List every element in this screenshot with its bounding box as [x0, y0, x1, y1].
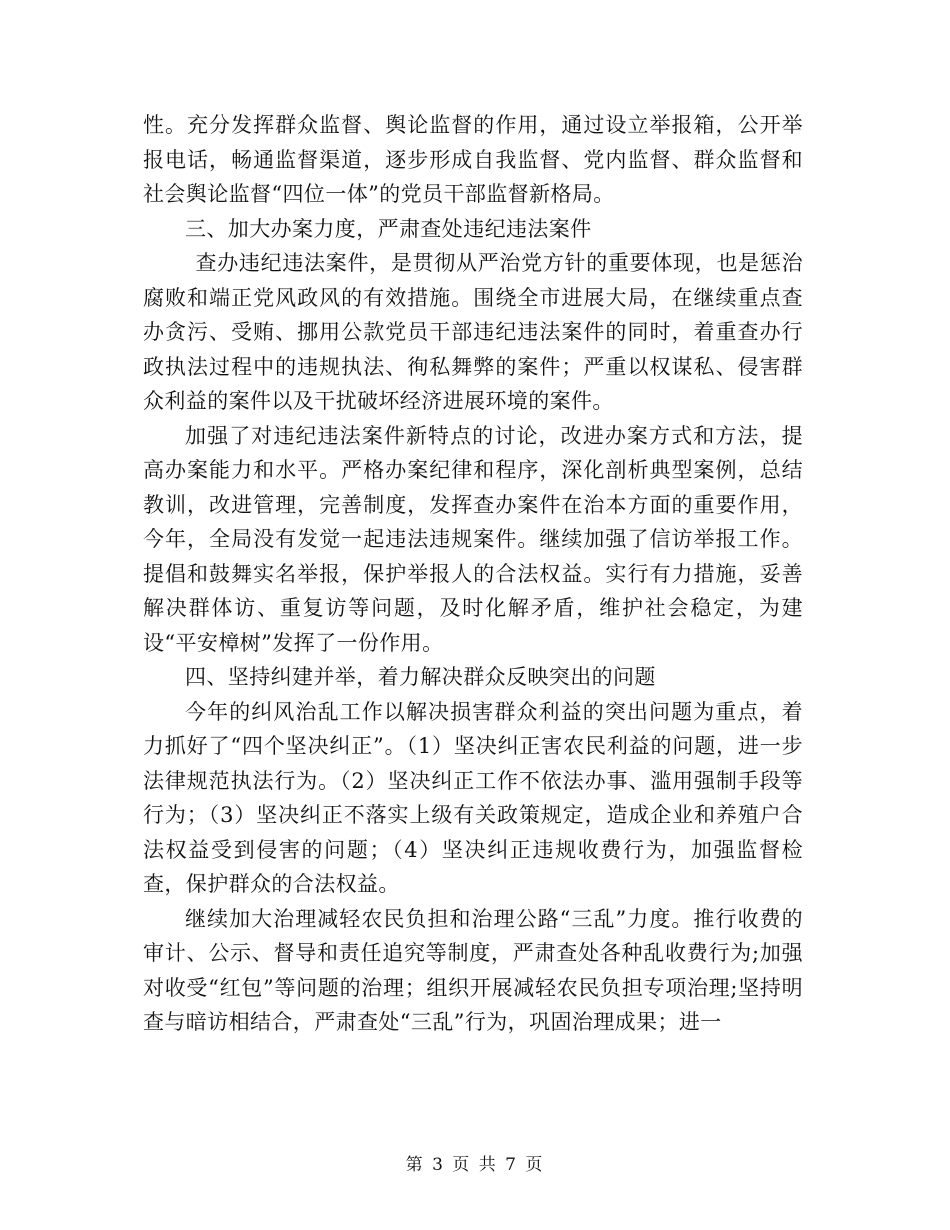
paragraph-case-handling: 查办违纪违法案件，是贯彻从严治党方针的重要体现，也是惩治腐败和端正党风政风的有效措施。围绕全市进展大局，在继续重点查办贪污、受贿、挪用公款党员干部违纪违法案件的同时，着重查办行政执法过程中的违规执法、徇私舞弊的案件；严重以权谋私、侵害群众利益的案件以及干扰破坏经济进展环境的案件。 [143, 251, 803, 413]
paragraph-case-research: 加强了对违纪违法案件新特点的讨论，改进办案方式和方法，提高办案能力和水平。严格办案纪律和程序，深化剖析典型案例，总结教训，改进管理，完善制度，发挥查办案件在治本方面的重要作用，今年，全局没有发觉一起违法违规案件。继续加强了信访举报工作。提倡和鼓舞实名举报，保护举报人的合法权益。实行有力措施，妥善解决群体访、重复访等问题，及时化解矛盾，维护社会稳定，为建设“平安樟树”发挥了一份作用。 [143, 423, 803, 655]
document-body [143, 108, 803, 1040]
section-heading-4: 四、坚持纠建并举，着力解决群众反映突出的问题 [185, 665, 656, 689]
page-number-footer: 第 3 页 共 7 页 [405, 1155, 545, 1175]
paragraph-farmer-burden: 继续加大治理减轻农民负担和治理公路“三乱”力度。推行收费的审计、公示、督导和责任追究等制度，严肃查处各种乱收费行为;加强对收受“红包”等问题的治理；组织开展减轻农民负担专项治理;坚持明查与暗访相结合，严肃查处“三乱”行为，巩固治理成果；进一 [143, 906, 803, 1034]
paragraph-correction: 今年的纠风治乱工作以解决损害群众利益的突出问题为重点，着力抓好了“四个坚决纠正”。（1）坚决纠正害农民利益的问题，进一步法律规范执法行为。（2）坚决纠正工作不依法办事、滥用强制手段等行为；（3）坚决纠正不落实上级有关政策规定，造成企业和养殖户合法权益受到侵害的问题；（4）坚决纠正违规收费行为，加强监督检查，保护群众的合法权益。 [143, 699, 803, 896]
paragraph-supervision: 性。充分发挥群众监督、舆论监督的作用，通过设立举报箱，公开举报电话，畅通监督渠道，逐步形成自我监督、党内监督、群众监督和社会舆论监督“四位一体”的党员干部监督新格局。 [143, 113, 803, 206]
section-heading-3: 三、加大办案力度，严肃查处违纪违法案件 [185, 216, 592, 241]
